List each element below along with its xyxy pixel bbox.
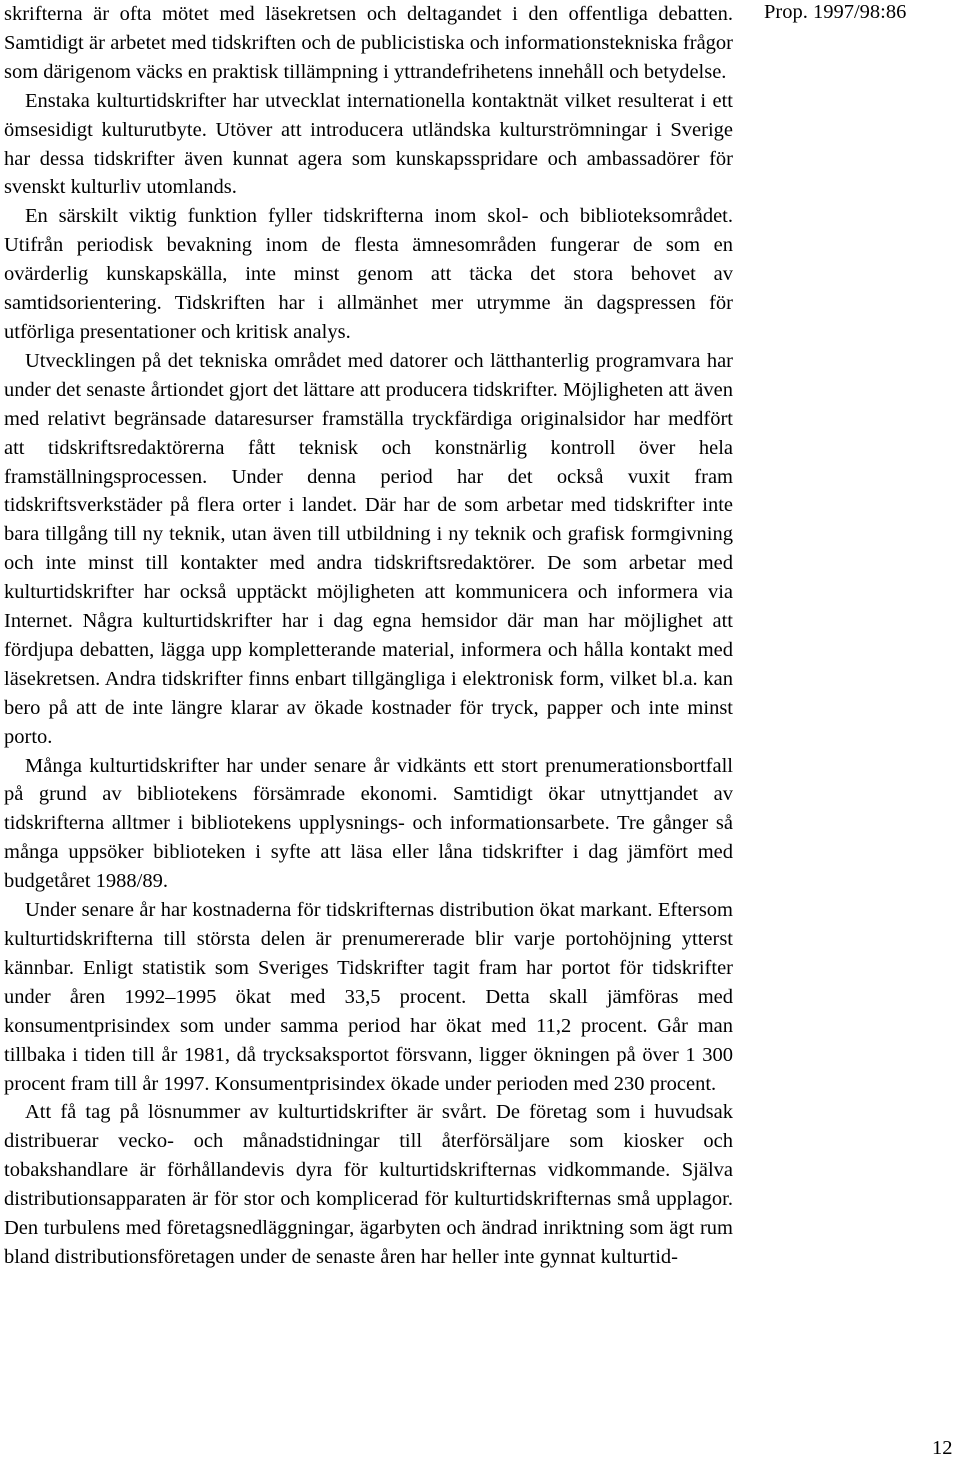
- paragraph: Enstaka kulturtidskrifter har utvecklat internationella kontaktnät vilket resulterat i ett ömsesidigt kulturutbyte. Utöver att introducera utländska kulturströmningar i Sverige har dessa tidskrifter även kunnat agera som kunskapsspridare och ambassadörer för svenskt kulturliv utomlands.: [4, 89, 733, 199]
- page-number: 12: [932, 1437, 953, 1459]
- paragraph: Utvecklingen på det tekniska området med datorer och lätthanterlig programvara har under det senaste årtiondet gjort det lättare att producera tidskrifter. Möjligheten att även med relativt begränsade dataresurser framställa tryckfärdiga originalsidor har medfört att tidskriftsredaktörerna fått teknisk och konstnärlig kontroll över hela framställningsprocessen. Under denna period har det också vuxit fram tidskriftsverkstäder på flera orter i landet. Där har de som arbetar med tidskrifter inte bara tillgång till ny teknik, utan även till utbildning i ny teknik och grafisk formgivning och inte minst till kontakter med andra tidskriftsredaktörer. De som arbetar med kulturtidskrifter har också upptäckt möjligheten att kommunicera och informera via Internet. Några kulturtidskrifter har i dag egna hemsidor där man har möjlighet att fördjupa debatten, lägga upp kompletterande material, informera och hålla kontakt med läsekretsen. Andra tidskrifter finns enbart tillgängliga i elektronisk form, vilket bl.a. kan bero på att de inte längre klarar av ökade kostnader för tryck, papper och inte minst porto.: [4, 349, 733, 748]
- paragraph: En särskilt viktig funktion fyller tidskrifterna inom skol- och biblioteksområdet. Utifrån periodisk bevakning inom de flesta ämnesområden fungerar de som en ovärderlig kunskapskälla, inte minst genom att täcka det stora behovet av samtidsorientering. Tidskriften har i allmänhet mer utrymme än dagspressen för utförliga presentationer och kritisk analys.: [4, 205, 733, 343]
- document-reference: Prop. 1997/98:86: [764, 1, 907, 23]
- paragraph: Att få tag på lösnummer av kulturtidskrifter är svårt. De företag som i huvudsak distribuerar vecko- och månadstidningar till återförsäljare som kiosker och tobakshandlare är förhållandevis dyra för kulturtidskrifternas vidkommande. Själva distributionsapparaten är för stor och komplicerad för kulturtidskrifternas små upplagor. Den turbulens med företagsnedläggningar, ägarbyten och ändrad inriktning som ägt rum bland distributionsföretagen under de senaste åren har heller inte gynnat kulturtid-: [4, 1101, 733, 1268]
- paragraph: Under senare år har kostnaderna för tidskrifternas distribution ökat markant. Eftersom kulturtidskrifterna till största delen är prenumererade blir varje portohöjning ytterst kännbar. Enligt statistik som Sveriges Tidskrifter tagit fram har portot för tidskrifter under åren 1992–1995 ökat med 33,5 procent. Detta skall jämföras med konsumentprisindex som under samma period har ökat med 11,2 procent. Går man tillbaka i tiden till år 1981, då trycksaksportot försvann, ligger ökningen på över 1 300 procent fram till år 1997. Konsumentprisindex ökade under perioden med 230 procent.: [4, 899, 733, 1095]
- paragraph: skrifterna är ofta mötet med läsekretsen och deltagandet i den offentliga debatten. Samtidigt är arbetet med tidskriften och de publicistiska och informationstekniska frågor som därigenom väcks en praktisk tillämpning i yttrandefrihetens innehåll och betydelse.: [4, 3, 733, 83]
- paragraph: Många kulturtidskrifter har under senare år vidkänts ett stort prenumerationsbortfall på grund av bibliotekens försämrade ekonomi. Samtidigt ökar utnyttjandet av tidskrifterna alltmer i bibliotekens upplysnings- och informationsarbete. Tre gånger så många uppsöker biblioteken i syfte att läsa eller låna tidskrifter i dag jämfört med budgetåret 1988/89.: [4, 754, 733, 893]
- document-body: [4, 0, 733, 1272]
